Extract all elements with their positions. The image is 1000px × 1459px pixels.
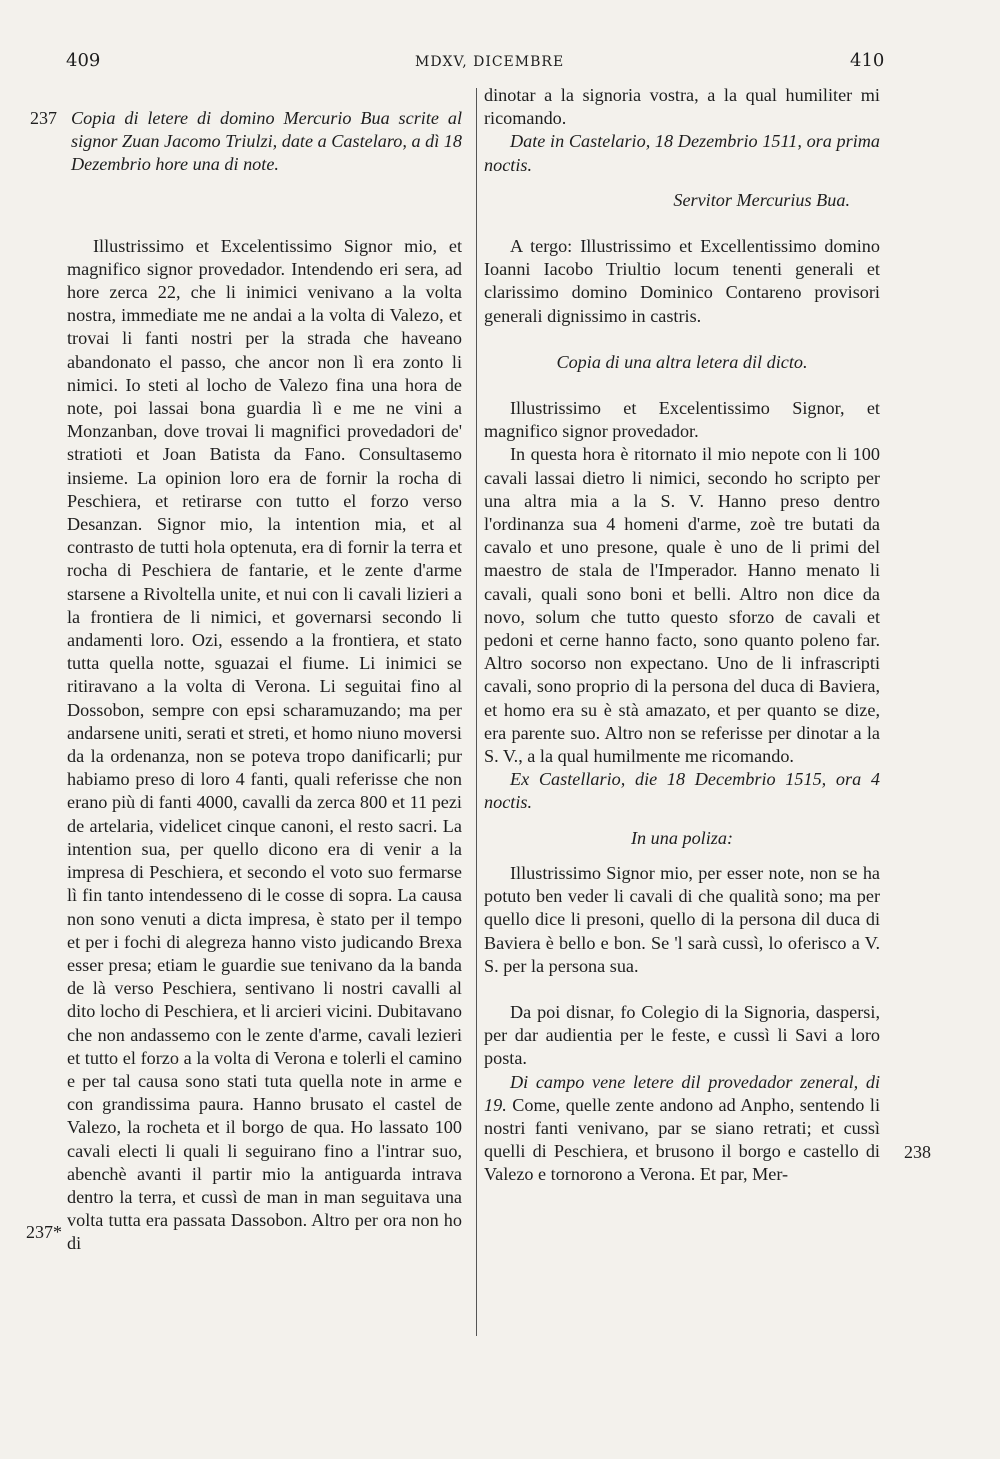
letter-title: Copia di letere di domino Mercurio Bua scrite al signor Zuan Jacomo Triulzi, date a Castelaro, a dì 18 Dezembrio hore una di note.: [71, 108, 462, 175]
campo-text: Come, quelle zente andono ad Anpho, sentendo li nostri fanti venivano, par se siano retrati; et cussì quelli di Peschiera, et brusono il borgo e castello di Valezo e tornorono a Verona. Et par, Mer-: [484, 1094, 880, 1185]
margin-number-237-star: 237*: [26, 1222, 62, 1242]
poliza-text: Illustrissimo Signor mio, per esser note, non se ha potuto ben veder li cavali di che qualità sono; ma per quello dice li presoni, quello di la persona dil duca di Baviera è bello e bon. Se 'l sarà cussì, lo oferisco a V. S. per la persona sua.: [484, 862, 880, 976]
colegio-paragraph: Da poi disnar, fo Colegio di la Signoria, daspersi, per dar audientia per le feste, e cussì li Savi a loro posta.: [484, 1001, 880, 1069]
right-column: [484, 84, 880, 1187]
letter-body: Illustrissimo et Excelentissimo Signor mio, et magnifico signor provedador. Intendendo eri sera, ad hore zerca 22, che li inimici venivano a la volta nostra, immediate me ne andai a la volta di Valezo, et trovai li fanti nostri per la strada che haveano abandonato el passo, che ancor non lì era zonto li nimici. Io steti al locho de Valezo fina una hora de note, poi lassai bona guardia lì e me ne vini a Monzanban, dove trovai li magnifici provedadori de' stratioti et Joan Batista da Fano. Consultasemo insieme. La opinion loro era de fornir la rocha di Peschiera, et retirarse con tutto el forzo verso Desanzan. Signor mio, la intention mia, et al contrasto de tutti hola optenuta, era di fornir la terra et rocha di Peschiera de fantarie, et le zente d'arme starsene a Rivoltella unite, et nui con li cavali lizieri a la frontiera de li nimici, et governarsi secondo li andamenti loro. Ozi, essendo a la frontiera, et stato tutta quella notte, sguazai el fiume. Li inimici se ritiravano a la volta di Verona. Li seguitai fino al Dossobon, sempre con epsi scharamuzando; ma per andarsene uniti, serati et streti, et homo niuno moversi da la ordenanza, non se poteva tropo danificarli; pur habiamo preso di loro 4 fanti, quali referisse che non erano più di fanti 4000, cavalli da zerca 800 et 11 pezi de artelaria, videlicet cinque canoni, el resto sacri. La intention sua, per quello dicono era di venir a la impresa di Peschiera, et secondo el voto suo fermarse lì fin tanto intendesseno di le cosse di sopra. La causa non sono venuti a dicta impresa, è stato per il tempo et per i fochi di alegreza hanno visto judicando Brexa esser presa; etiam le guardie sue tenivano da la banda de là verso Peschiera, sentivano li nostri cavalli al dito locho di Peschiera, et li arcieri vicini. Dubitavano che non andassemo con le zente d'arme, cavali lezieri et tutto el forzo a la volta di Verona e tolerli el camino e per tal causa sono stati tuta quella note in arme e con grandissima paura. Hanno brusato el castel de Valezo, la rocheta et il borgo de qua. Ho lassato 100 cavali electi li quali li seguirano fino a l'intrar suo, abenchè avanti il partir mio la antiguarda intrava dentro la terra, et cussì de man in man seguitava una volta tutta era passata Dassobon. Altro per ora non ho di: [67, 235, 462, 1254]
margin-number-237: 237: [30, 108, 57, 128]
page-number-right: 410: [850, 50, 885, 71]
second-letter-title: Copia di una altra letera dil dicto.: [556, 351, 808, 372]
poliza-heading: In una poliza:: [630, 827, 734, 848]
salutation: Illustrissimo et Excelentissimo Signor, et magnifico signor provedador.: [484, 398, 880, 442]
left-column: [67, 84, 462, 1256]
campo-paragraph: [484, 1071, 880, 1187]
running-header: MDXV, DICEMBRE: [415, 54, 565, 70]
address-tergo: A tergo: Illustrissimo et Excellentissimo domino Ioanni Iacobo Triultio locum tenenti generali et clarissimo domino Dominico Contareno provisori generali dignissimo in castris.: [484, 236, 880, 326]
second-letter-body: In questa hora è ritornato il mio nepote con li 100 cavali lassai dietro li nimici, secondo ho scripto per una altra mia a la S. V. Hanno preso dentro l'ordinanza sua 4 homeni d'arme, zoè tre butati da cavalo et uno presone, quale è uno de li primi del maestro de stala de l'Imperador. Hanno menato li cavali, quali sono boni et belli. Altro non dice da novo, solum che tutto questo sforzo de cavali et pedoni et cerne hanno facto, sono quanto poleno far. Altro socorso non expectano. Uno de li infrascripti cavali, sono proprio di la persona del duca di Baviera, et homo era su è stà amazato, et per quanto se dize, era parente suo. Altro non se referisse per dinotar a la S. V., a la qual humilmente me ricomando.: [484, 444, 880, 767]
page-number-left: 409: [66, 50, 101, 71]
margin-number-238: 238: [904, 1142, 931, 1162]
closing-text: dinotar a la signoria vostra, a la qual humiliter mi ricomando.: [484, 85, 880, 129]
letter-date: Date in Castelario, 18 Dezembrio 1511, ora prima noctis.: [484, 131, 880, 175]
signature: Servitor Mercurius Bua.: [673, 189, 850, 210]
second-letter-date: Ex Castellario, die 18 Decembrio 1515, ora 4 noctis.: [484, 769, 880, 813]
column-divider: [476, 88, 477, 1336]
campo-heading: Di campo vene letere dil provedador zeneral, di 19.: [484, 1071, 880, 1115]
